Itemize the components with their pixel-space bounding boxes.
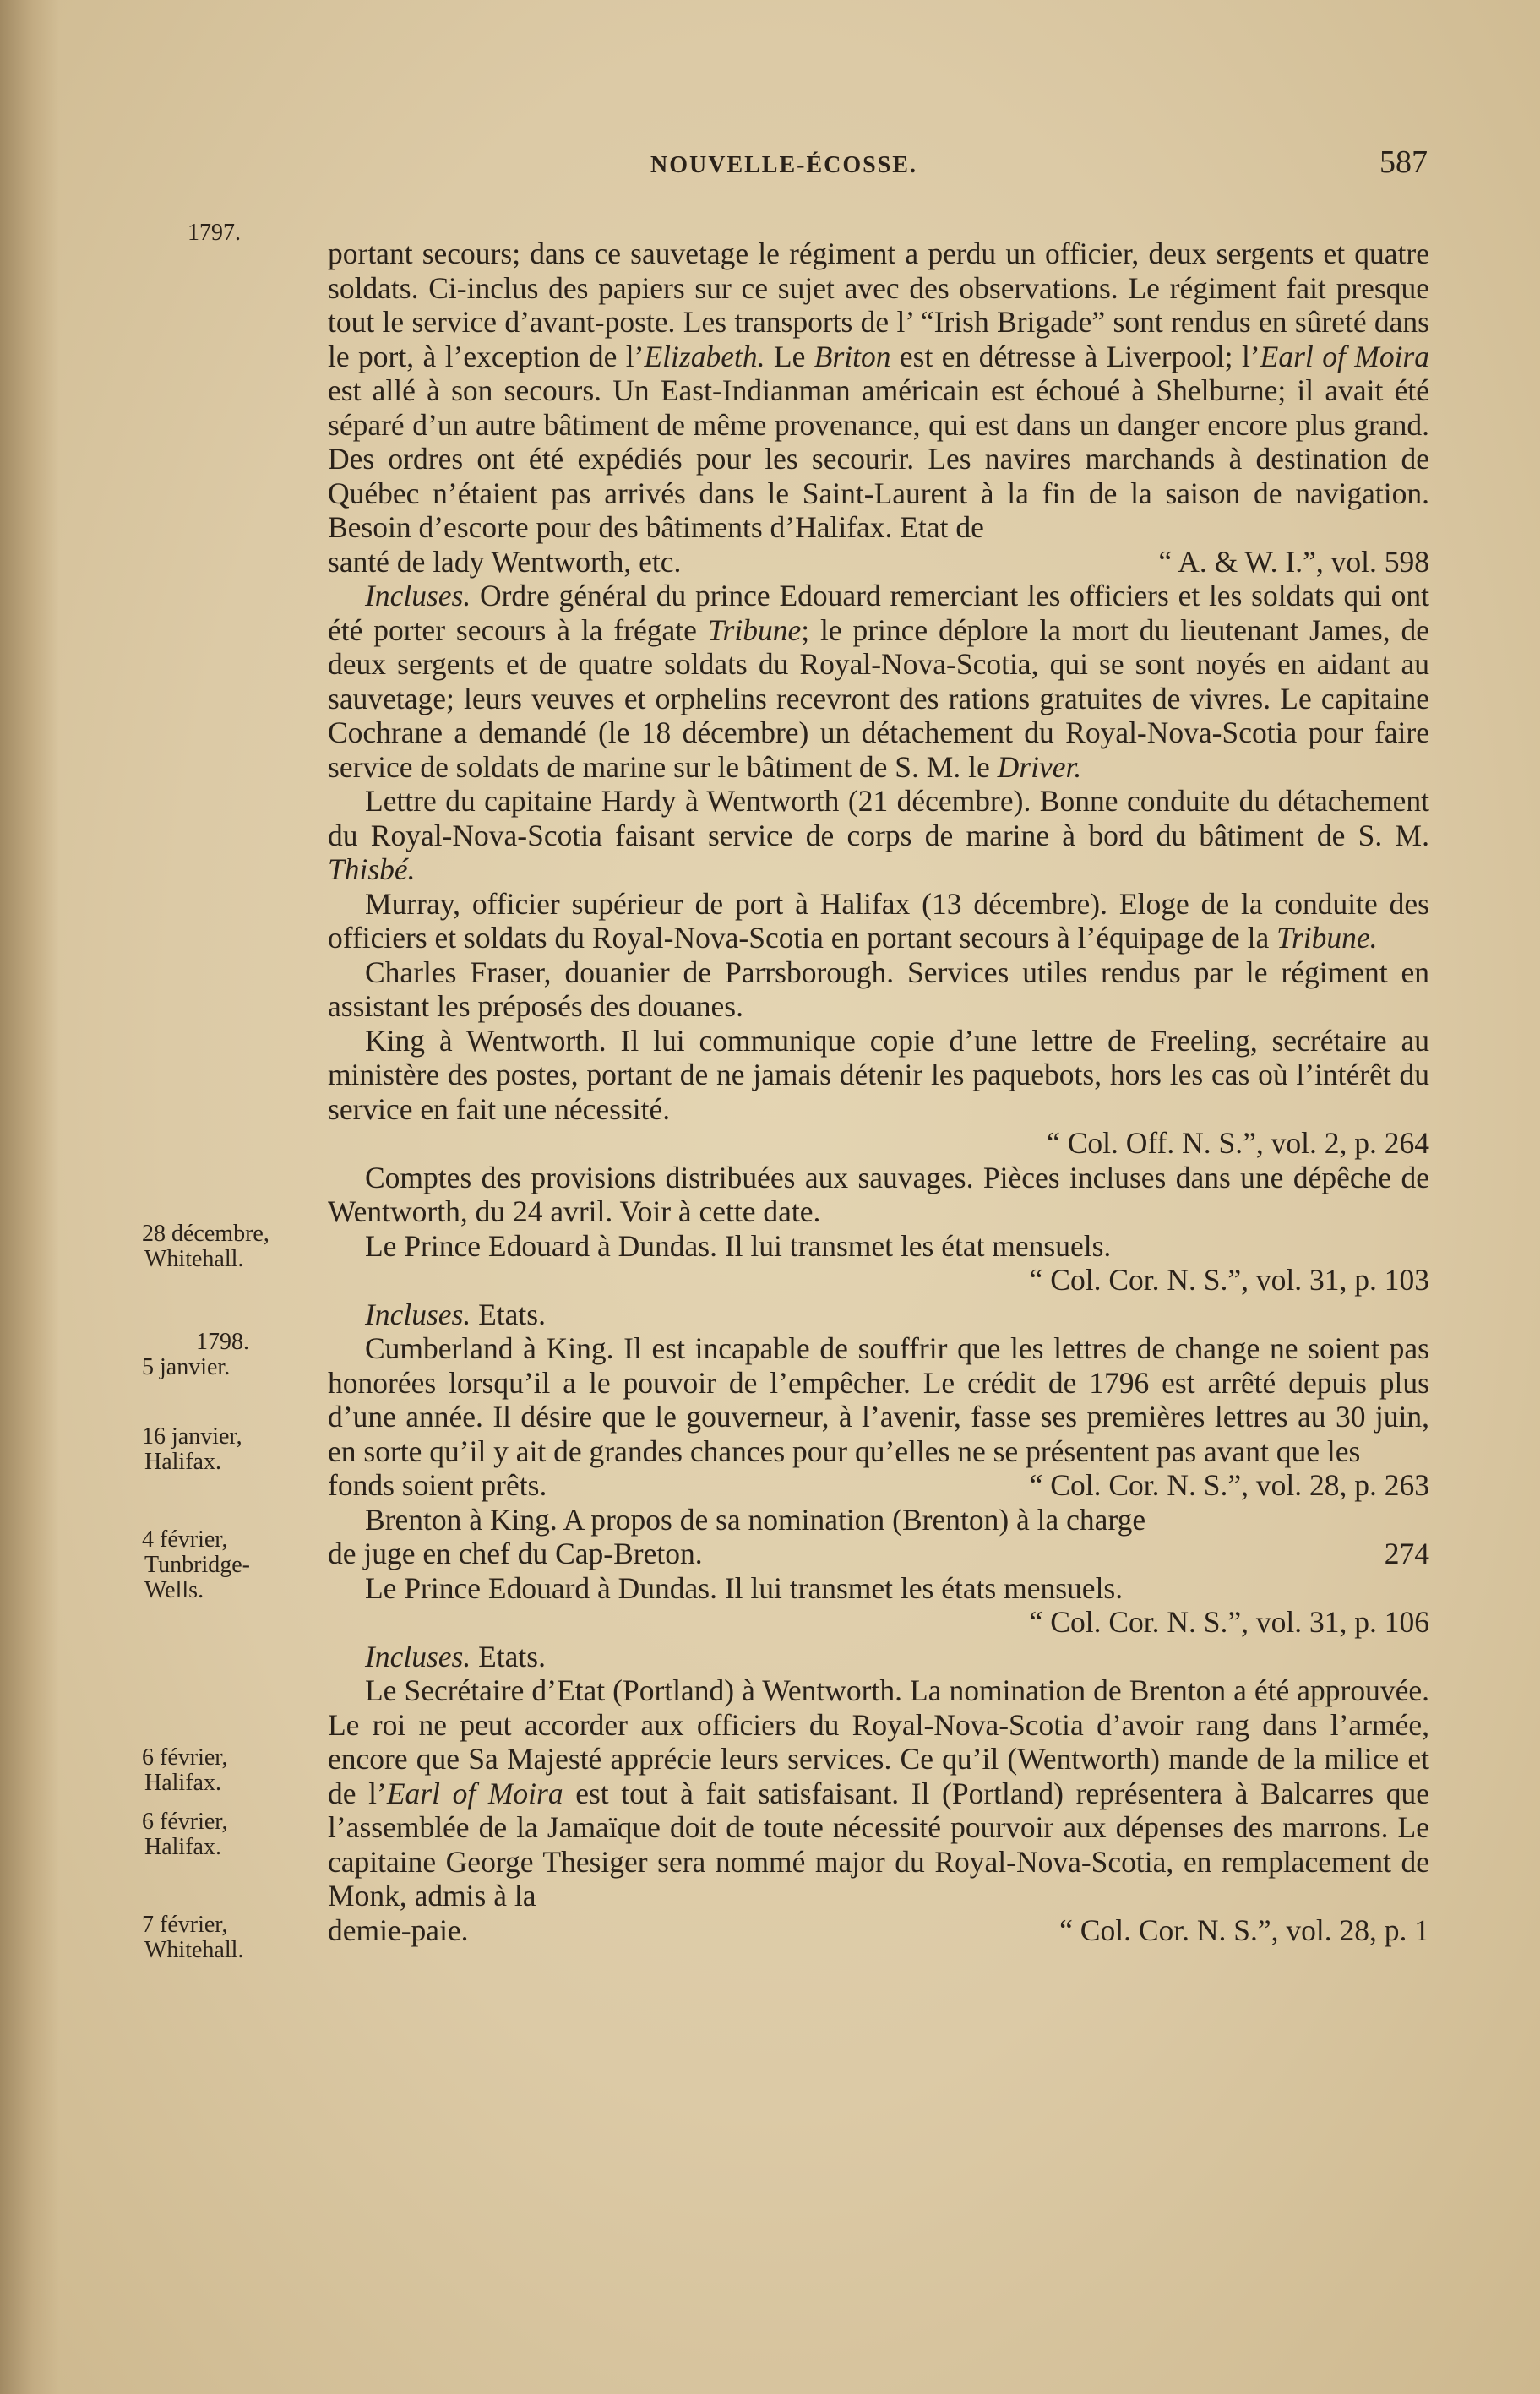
margin-date: 7 février,: [142, 1912, 228, 1938]
text-run: santé de lady Wentworth, etc.: [328, 544, 682, 579]
text-run: Etats.: [471, 1639, 546, 1673]
paragraph: [328, 1673, 1429, 1913]
ship-name: Elizabeth.: [644, 339, 765, 373]
ship-name: Earl of Moira: [1260, 339, 1429, 373]
margin-place: Halifax.: [144, 1770, 221, 1796]
ship-name: Tribune: [707, 612, 802, 647]
paragraph: Le Prince Edouard à Dundas. Il lui transmet les états mensuels.: [365, 1570, 1124, 1605]
text-run: portant secours; dans ce sauvetage le régiment a perdu un officier, deux sergents et quatre soldats. Ci-inclus des papiers sur ce sujet avec des observations. Le régiment fait presque tout le service d’avant-poste. Les transports de l’ “Irish Brigade” sont rendus en sûreté dans le port, à l’exception de l’: [328, 237, 1429, 373]
margin-date: 6 février,: [142, 1809, 228, 1835]
margin-year: 1797.: [188, 220, 241, 246]
reference-line: [328, 1126, 1429, 1161]
enclosure-label: Incluses.: [365, 579, 471, 612]
text-run: est tout à fait satisfaisant. Il (Portland) représentera à Balcarres que l’assemblée de la Jamaïque doit de toute nécessité pourvoir aux dépenses des marrons. Le capitaine George Thesiger sera nommé major du Royal-Nova-Scotia, en remplacement de Monk, admis à la: [328, 1776, 1429, 1912]
archive-reference: “ Col. Cor. N. S.”, vol. 31, p. 103: [1029, 1263, 1429, 1297]
margin-date: 5 janvier.: [142, 1354, 231, 1380]
page-spine-shadow: [0, 0, 59, 2394]
archive-reference: “ Col. Cor. N. S.”, vol. 28, p. 263: [1029, 1468, 1429, 1502]
margin-place: Whitehall.: [144, 1937, 244, 1963]
paragraph: [328, 579, 1429, 784]
ship-name: Tribune.: [1276, 921, 1378, 955]
margin-note-5-janvier: [142, 1330, 249, 1380]
text-run: ; le prince déplore la mort du lieutenant James, de deux sergents et de quatre soldats du Royal-Nova-Scotia, qui se sont noyés en aidant au sauvetage; leurs veuves et orphelins recevront des rations gratuites de vivres. Le capitaine Cochrane a demandé (le 18 décembre) un détachement du Royal-Nova-Scotia pour faire service de soldats de marine sur le bâtiment de S. M. le: [328, 612, 1429, 784]
margin-year: 1798.: [196, 1329, 249, 1355]
paragraph-last-line: [328, 1468, 1429, 1503]
running-title: NOUVELLE-ÉCOSSE.: [650, 152, 917, 178]
paragraph: [328, 237, 1429, 545]
text-run: Etats.: [471, 1297, 546, 1331]
page-header: [329, 144, 1428, 194]
text-run: est en détresse à Liverpool; l’: [890, 339, 1260, 373]
margin-note-7-fevrier: [142, 1912, 243, 1963]
margin-place: Halifax.: [144, 1834, 221, 1860]
archive-reference: “ Col. Cor. N. S.”, vol. 28, p. 1: [1059, 1912, 1429, 1947]
page-number: 587: [1379, 144, 1428, 180]
archive-reference: “ Col. Cor. N. S.”, vol. 31, p. 106: [1029, 1605, 1429, 1639]
paragraph-last-line: [328, 1913, 1429, 1948]
text-run: fonds soient prêts.: [328, 1468, 547, 1502]
archive-reference: 274: [1384, 1537, 1429, 1570]
text-run: de juge en chef du Cap-Breton.: [328, 1537, 703, 1570]
margin-note-6-fevrier-a: [142, 1745, 228, 1796]
body-text: [328, 237, 1429, 1947]
margin-place: Wells.: [144, 1577, 204, 1603]
margin-date: 6 février,: [142, 1744, 228, 1771]
margin-place: Whitehall.: [144, 1246, 244, 1272]
paragraph-last-line: [328, 545, 1429, 579]
ship-name: Thisbé.: [328, 852, 416, 886]
paragraph: Cumberland à King. Il est incapable de souffrir que les lettres de change ne soient pas honorées lorsqu’il a le pouvoir de l’empêcher. Le crédit de 1796 est arrêté depuis plus d’une année. Il désire que le gouverneur, à l’avenir, fasse ses premières lettres au 30 juin, en sorte qu’il y ait de grandes chances pour qu’elles ne se présentent pas avant que les: [328, 1331, 1429, 1468]
archive-reference: “ A. & W. I.”, vol. 598: [1158, 544, 1429, 579]
margin-date: 28 décembre,: [142, 1221, 269, 1247]
archive-reference: “ Col. Off. N. S.”, vol. 2, p. 264: [1047, 1126, 1429, 1160]
text-run: Murray, officier supérieur de port à Halifax (13 décembre). Eloge de la conduite des officiers et soldats du Royal-Nova-Scotia en portant secours à l’équipage de la: [328, 886, 1429, 955]
text-run: Ordre général du prince Edouard remerciant les officiers et les soldats qui ont été porter secours à la frégate: [328, 579, 1429, 647]
reference-line: [328, 1605, 1429, 1640]
margin-date: 4 février,: [142, 1526, 228, 1553]
margin-place: Tunbridge-: [144, 1552, 250, 1578]
paragraph: [328, 1640, 1429, 1674]
margin-note-4-fevrier: [142, 1527, 250, 1603]
text-run: Le Secrétaire d’Etat (Portland) à Wentworth. La nomination de Brenton a été approuvée. Le roi ne peut accorder aux officiers du Royal-Nova-Scotia d’avoir rang dans l’armée, encore que Sa Majesté apprécie leurs services. Ce qu’il (Wentworth) mande de la milice et de l’: [328, 1673, 1429, 1810]
text-run: Lettre du capitaine Hardy à Wentworth (21 décembre). Bonne conduite du détachement du Royal-Nova-Scotia faisant service de corps de marine à bord du bâtiment de S. M.: [328, 784, 1429, 852]
margin-note-16-janvier: [142, 1424, 242, 1475]
margin-note-28-decembre: [142, 1221, 269, 1272]
paragraph: Charles Fraser, douanier de Parrsborough. Services utiles rendus par le régiment en assistant les préposés des douanes.: [328, 955, 1429, 1023]
margin-place: Halifax.: [144, 1449, 221, 1475]
reference-line: [328, 1263, 1429, 1298]
text-run: Le: [765, 339, 814, 373]
paragraph-last-line: [328, 1537, 1429, 1571]
paragraph: [328, 887, 1429, 955]
ship-name: Earl of Moira: [386, 1776, 563, 1810]
paragraph: King à Wentworth. Il lui communique copie d’une lettre de Freeling, secrétaire au ministère des postes, portant de ne jamais détenir les paquebots, hors les cas où l’intérêt du service en fait une nécessité.: [328, 1023, 1429, 1126]
enclosure-label: Incluses.: [365, 1639, 471, 1673]
paragraph: Le Prince Edouard à Dundas. Il lui transmet les état mensuels.: [365, 1228, 1112, 1263]
paragraph: [328, 1298, 1429, 1332]
margin-note-6-fevrier-b: [142, 1809, 228, 1860]
text-run: demie-paie.: [328, 1912, 469, 1947]
enclosure-label: Incluses.: [365, 1297, 471, 1331]
text-run: est allé à son secours. Un East-Indianman américain est échoué à Shelburne; il avait été séparé d’un autre bâtiment de même provenance, qui est dans un danger encore plus grand. Des ordres ont été expédiés pour les secourir. Les navires marchands à destination de Québec n’étaient pas arrivés dans le Saint-Laurent à la fin de la saison de navigation. Besoin d’escorte pour des bâtiments d’Halifax. Etat de: [328, 373, 1429, 544]
margin-date: 16 janvier,: [142, 1423, 242, 1450]
paragraph: Brenton à King. A propos de sa nomination (Brenton) à la charge: [365, 1502, 1146, 1537]
ship-name: Driver.: [997, 749, 1082, 784]
paragraph: Comptes des provisions distribuées aux sauvages. Pièces incluses dans une dépêche de Wentworth, du 24 avril. Voir à cette date.: [328, 1160, 1429, 1228]
ship-name: Briton: [814, 339, 891, 373]
paragraph: [328, 784, 1429, 887]
